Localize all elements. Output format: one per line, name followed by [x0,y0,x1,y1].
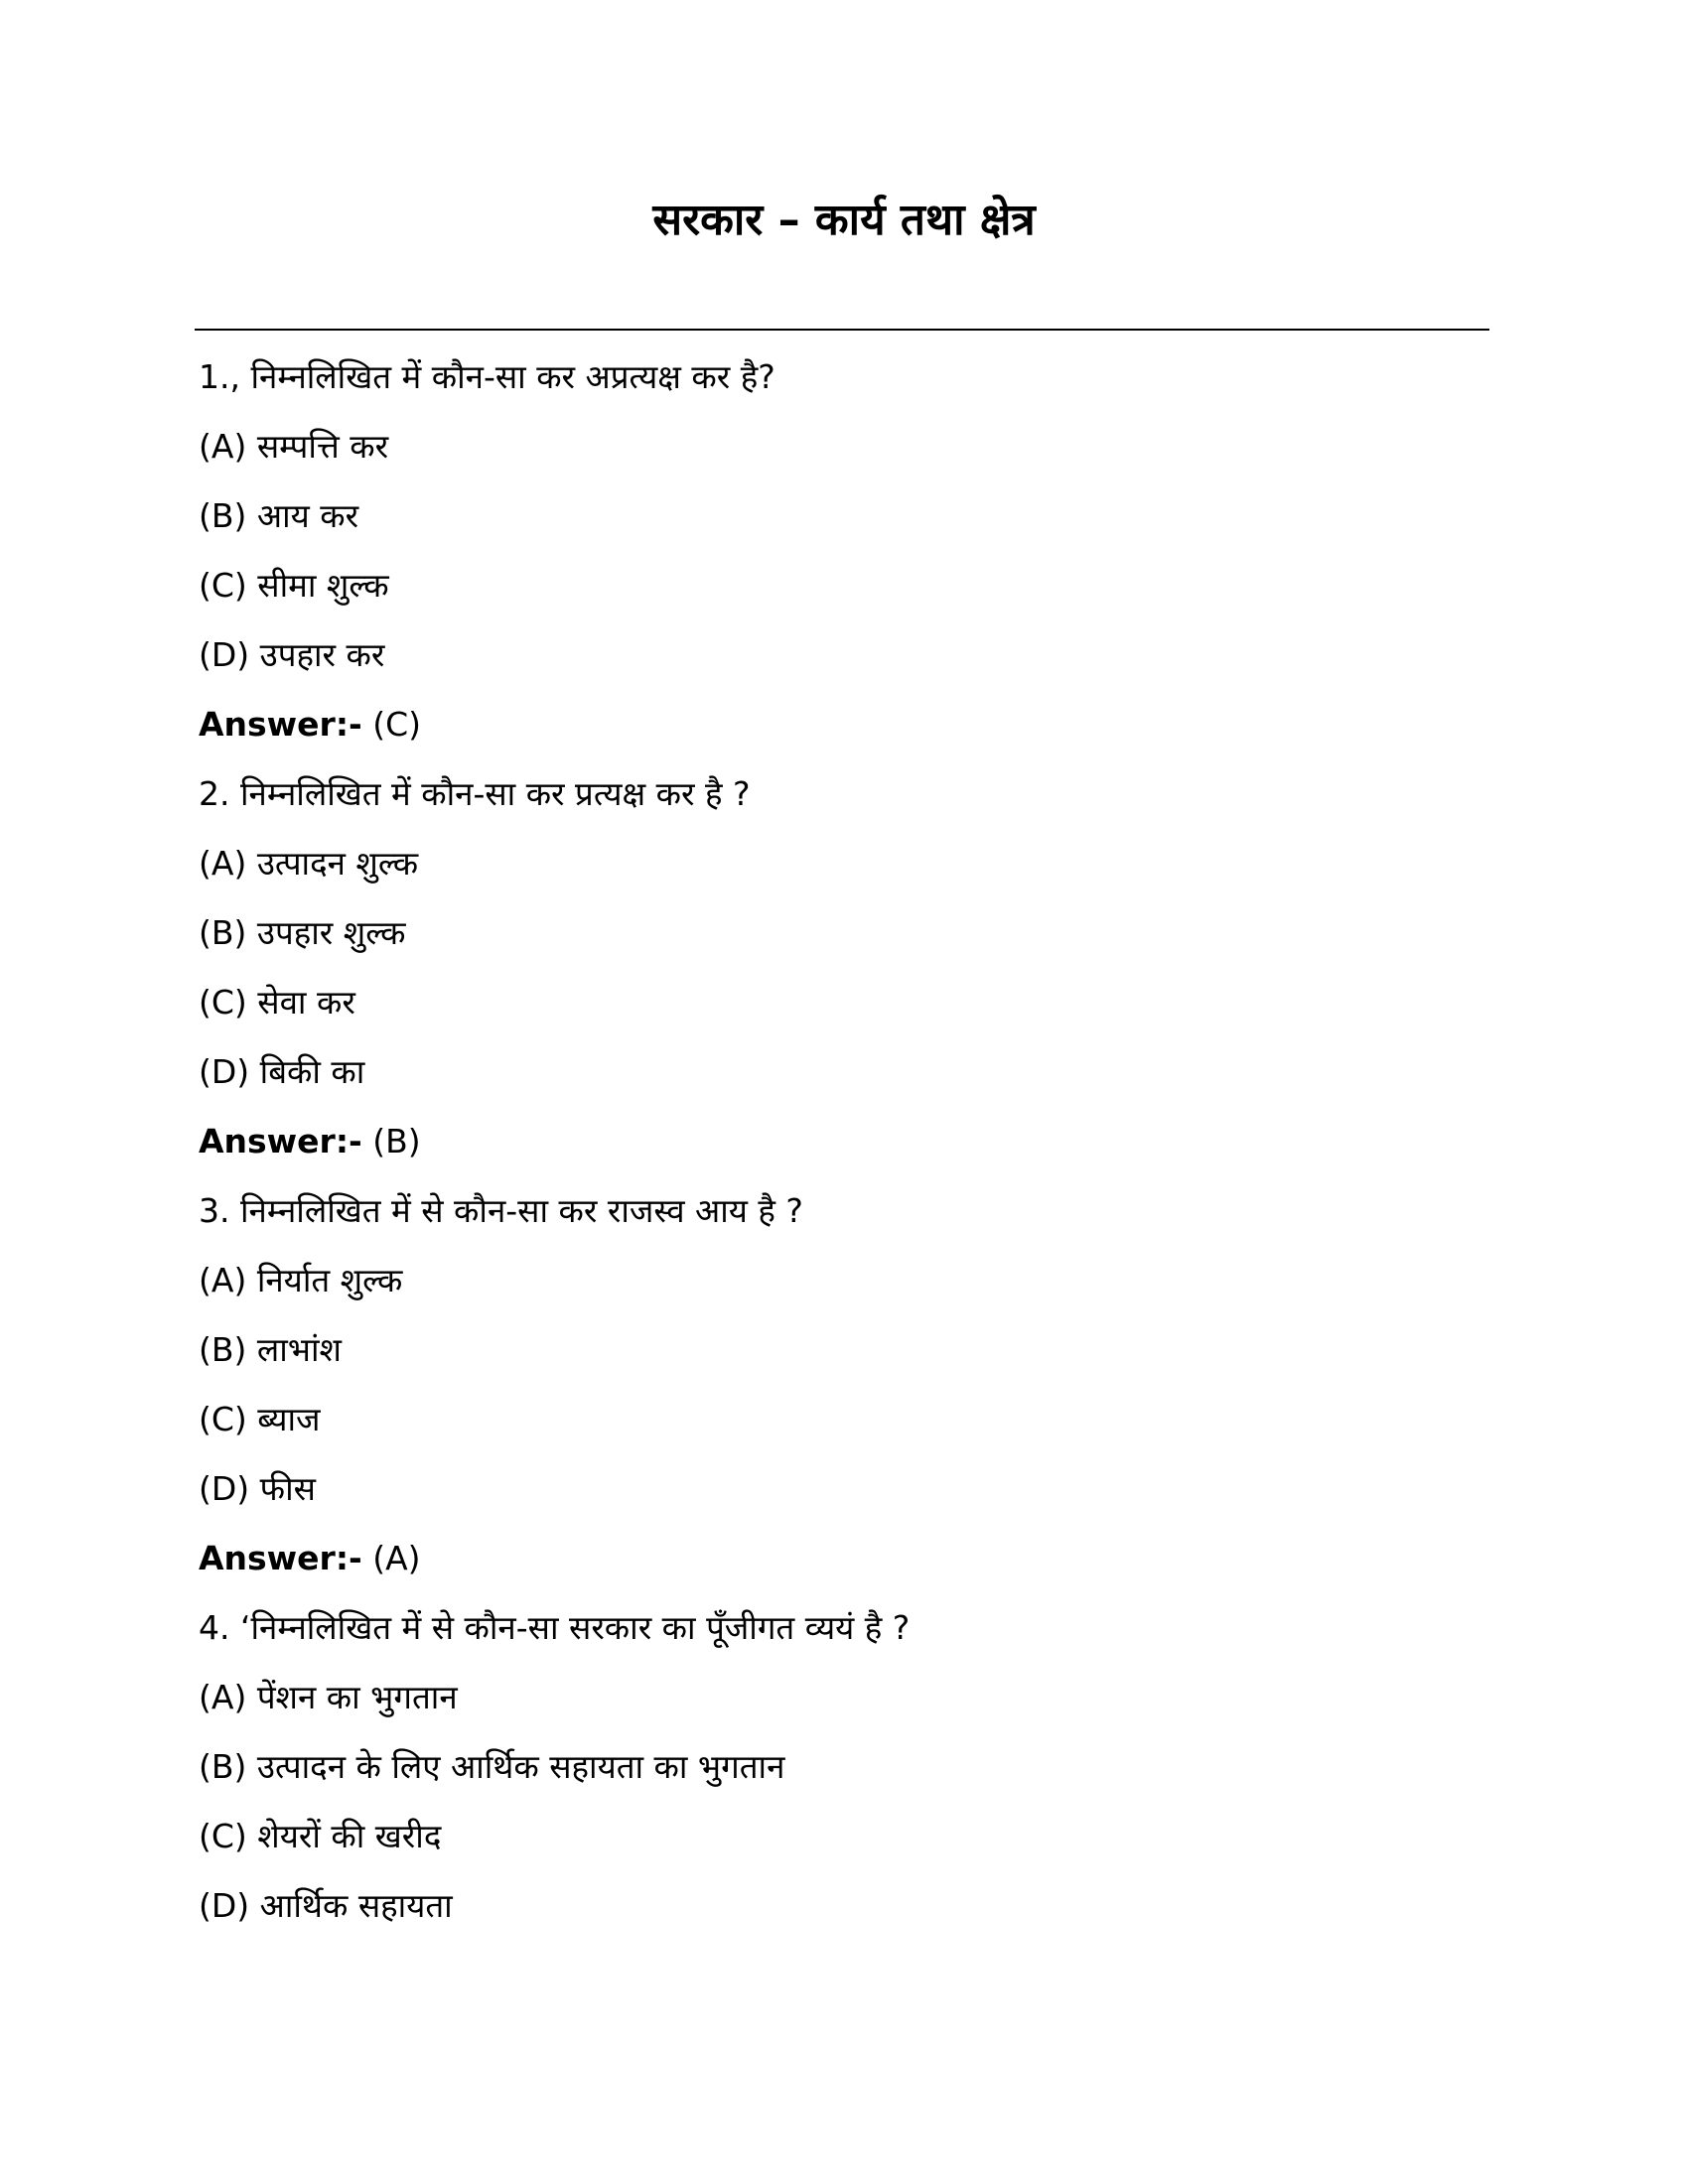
question-list [199,342,1489,1941]
option-d: (D) फीस [199,1469,316,1508]
option-c: (C) सीमा शुल्क [199,566,389,605]
option-b: (B) लाभांश [199,1330,342,1369]
answer-line [199,1524,1489,1593]
page-title: सरकार – कार्य तथा क्षेत्र [652,195,1036,245]
option-c: (C) शेयरों की खरीद [199,1817,442,1855]
answer-line [199,1107,1489,1176]
question-text: 4. ‘निम्नलिखित में से कौन-सा सरकार का पूँजीगत व्ययं है ? [199,1608,911,1647]
option-c: (C) ब्याज [199,1400,321,1438]
option-a: (A) उत्पादन शुल्क [199,844,419,883]
answer-value: (B) [361,1122,421,1160]
option-d: (D) आर्थिक सहायता [199,1886,453,1925]
answer-line [199,690,1489,759]
answer-label: Answer:- [199,1539,362,1577]
option-d: (D) उपहार कर [199,635,385,674]
question-2 [199,759,1489,1176]
option-a: (A) पेंशन का भुगतान [199,1678,458,1716]
question-text: 3. निम्नलिखित में से कौन-सा कर राजस्व आय है ? [199,1191,803,1230]
option-d: (D) बिकी का [199,1052,365,1091]
question-3 [199,1176,1489,1593]
option-a: (A) निर्यात शुल्क [199,1261,403,1299]
title-divider [195,329,1489,331]
answer-label: Answer:- [199,1122,362,1160]
option-b: (B) उत्पादन के लिए आर्थिक सहायता का भुगतान [199,1747,785,1786]
answer-label: Answer:- [199,705,362,744]
question-4 [199,1593,1489,1941]
question-text: 2. निम्नलिखित में कौन-सा कर प्रत्यक्ष कर है ? [199,774,751,813]
answer-value: (A) [361,1539,421,1577]
option-b: (B) उपहार शुल्क [199,913,406,952]
question-text: 1., निम्नलिखित में कौन-सा कर अप्रत्यक्ष कर है? [199,357,775,396]
option-c: (C) सेवा कर [199,983,355,1022]
option-a: (A) सम्पत्ति कर [199,427,389,466]
answer-value: (C) [361,705,421,744]
question-1 [199,342,1489,759]
option-b: (B) आय कर [199,496,359,535]
